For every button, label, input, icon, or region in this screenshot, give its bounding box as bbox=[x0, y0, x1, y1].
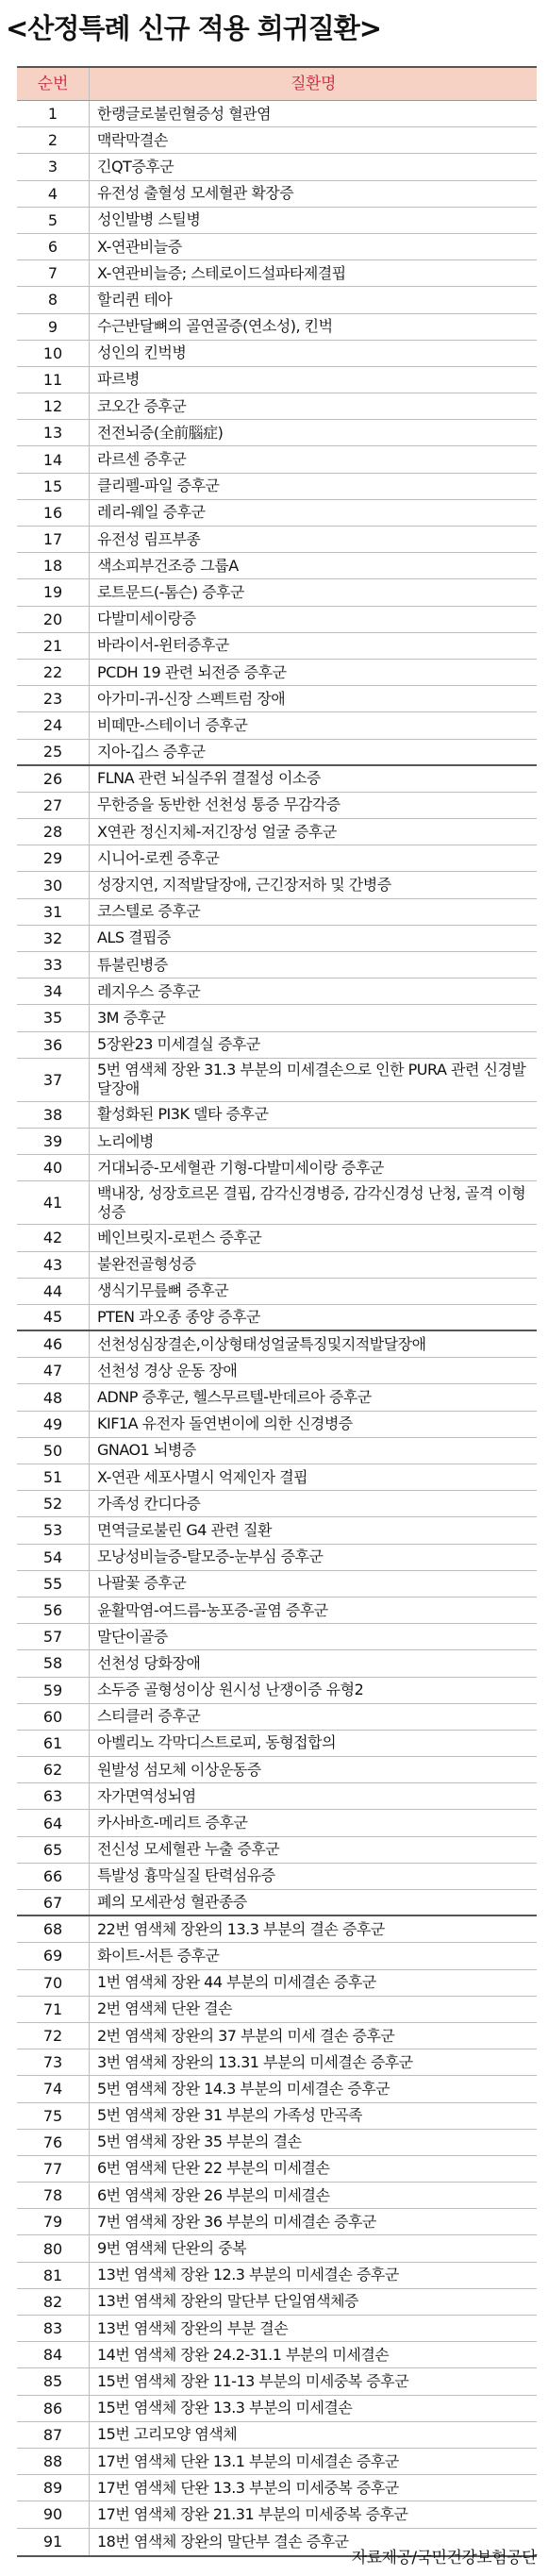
table-row bbox=[17, 474, 537, 500]
disease-name: 5번 염색체 장완 35 부분의 결손 bbox=[97, 2133, 302, 2151]
row-number: 31 bbox=[17, 899, 90, 925]
row-number: 78 bbox=[17, 2183, 90, 2208]
page-title: <산정특례 신규 적용 희귀질환> bbox=[6, 12, 382, 44]
table-row bbox=[17, 1783, 537, 1810]
row-number: 48 bbox=[17, 1384, 90, 1410]
disease-name: X연관 정신지체-저긴장성 얼굴 증후군 bbox=[97, 822, 337, 841]
table-row bbox=[17, 500, 537, 527]
table-row bbox=[17, 1005, 537, 1031]
table-row bbox=[17, 1890, 537, 1916]
table-row bbox=[17, 1181, 537, 1225]
row-number: 89 bbox=[17, 2475, 90, 2501]
table-row bbox=[17, 127, 537, 154]
table-row bbox=[17, 740, 537, 766]
table-row bbox=[17, 341, 537, 367]
disease-name: 17번 염색체 단완 13.1 부분의 미세결손 증후군 bbox=[97, 2451, 399, 2470]
table-row bbox=[17, 234, 537, 260]
disease-name: 13번 염색체 장완의 말단부 단일염색체증 bbox=[97, 2292, 358, 2311]
disease-name: 선천성 당화장애 bbox=[97, 1653, 201, 1672]
table-row bbox=[17, 2368, 537, 2395]
row-number: 14 bbox=[17, 446, 90, 472]
row-number: 91 bbox=[17, 2529, 90, 2555]
table-row bbox=[17, 1102, 537, 1129]
table-row bbox=[17, 2209, 537, 2235]
disease-name: 성인의 킨벅병 bbox=[97, 343, 187, 362]
row-number: 16 bbox=[17, 500, 90, 526]
disease-name: 윤활막염-여드름-농포증-골염 증후군 bbox=[97, 1600, 328, 1619]
table-row bbox=[17, 2342, 537, 2368]
table-row bbox=[17, 1624, 537, 1650]
table-row bbox=[17, 1545, 537, 1571]
disease-name: 코스텔로 증후군 bbox=[97, 902, 201, 921]
disease-name: 카사바흐-메리트 증후군 bbox=[97, 1814, 248, 1832]
table-row bbox=[17, 1225, 537, 1251]
table-row bbox=[17, 1731, 537, 1757]
disease-name: 5장완23 미세결실 증후군 bbox=[97, 1035, 260, 1054]
row-number: 46 bbox=[17, 1331, 90, 1357]
row-number: 40 bbox=[17, 1155, 90, 1180]
row-number: 63 bbox=[17, 1783, 90, 1809]
row-number: 13 bbox=[17, 420, 90, 445]
table-row bbox=[17, 527, 537, 553]
disease-name: 성장지연, 지적발달장애, 근긴장저하 및 간병증 bbox=[97, 876, 391, 895]
table-row bbox=[17, 766, 537, 793]
disease-name: 유전성 출혈성 모세혈관 확장증 bbox=[97, 184, 294, 203]
row-number: 10 bbox=[17, 341, 90, 366]
disease-name: 22번 염색체 장완의 13.3 부분의 결손 증후군 bbox=[97, 1919, 385, 1938]
table-row bbox=[17, 1571, 537, 1597]
disease-name: 나팔꽃 증후군 bbox=[97, 1574, 187, 1593]
disease-name: 아벨리노 각막디스트로피, 동형접합의 bbox=[97, 1733, 337, 1752]
row-number: 43 bbox=[17, 1252, 90, 1278]
disease-name: 13번 염색체 장완 12.3 부분의 미세결손 증후군 bbox=[97, 2266, 399, 2284]
disease-name: 스티클러 증후군 bbox=[97, 1707, 201, 1726]
table-row bbox=[17, 1252, 537, 1279]
row-number: 51 bbox=[17, 1464, 90, 1490]
disease-name: 맥락막결손 bbox=[97, 130, 168, 149]
table-row bbox=[17, 1438, 537, 1464]
row-number: 37 bbox=[17, 1059, 90, 1101]
disease-name: 18번 염색체 장완의 말단부 결손 증후군 bbox=[97, 2532, 349, 2551]
row-number: 73 bbox=[17, 2049, 90, 2075]
disease-name: 색소피부건조증 그룹A bbox=[97, 556, 239, 575]
disease-name: 백내장, 성장호르몬 결핍, 감각신경병증, 감각신경성 난청, 골격 이형성증 bbox=[97, 1183, 526, 1221]
row-number: 70 bbox=[17, 1970, 90, 1996]
row-number: 45 bbox=[17, 1305, 90, 1330]
disease-name: 생식기무릎뼈 증후군 bbox=[97, 1281, 229, 1300]
disease-name: PTEN 과오종 종양 증후군 bbox=[97, 1307, 260, 1326]
disease-name: 15번 고리모양 염색체 bbox=[97, 2425, 238, 2444]
row-number: 61 bbox=[17, 1731, 90, 1756]
disease-name: 유전성 림프부종 bbox=[97, 529, 201, 548]
row-number: 27 bbox=[17, 793, 90, 818]
row-number: 49 bbox=[17, 1412, 90, 1437]
disease-name: 비떼만-스테이너 증후군 bbox=[97, 715, 248, 734]
row-number: 54 bbox=[17, 1545, 90, 1570]
table-row bbox=[17, 208, 537, 234]
row-number: 19 bbox=[17, 579, 90, 605]
disease-name: 원발성 섬모체 이상운동증 bbox=[97, 1760, 261, 1779]
disease-name: 1번 염색체 장완 44 부분의 미세결손 증후군 bbox=[97, 1973, 376, 1992]
disease-name: 코오간 증후군 bbox=[97, 396, 187, 415]
row-number: 50 bbox=[17, 1438, 90, 1464]
table-row bbox=[17, 952, 537, 979]
row-number: 72 bbox=[17, 2023, 90, 2049]
table-header bbox=[17, 68, 537, 101]
row-number: 2 bbox=[17, 127, 90, 153]
disease-name: 14번 염색체 장완 24.2-31.1 부분의 미세결손 bbox=[97, 2345, 390, 2364]
row-number: 87 bbox=[17, 2422, 90, 2448]
table-row bbox=[17, 1970, 537, 1997]
table-row bbox=[17, 2103, 537, 2130]
table-row bbox=[17, 979, 537, 1005]
disease-name: 수근반달뼈의 골연골증(연소성), 킨벅 bbox=[97, 317, 333, 336]
table-row bbox=[17, 686, 537, 712]
disease-name: 전신성 모세혈관 누출 증후군 bbox=[97, 1840, 280, 1859]
row-number: 22 bbox=[17, 660, 90, 685]
table-row bbox=[17, 2130, 537, 2156]
table-row bbox=[17, 1650, 537, 1677]
disease-name: 지아-깁스 증후군 bbox=[97, 742, 206, 761]
table-row bbox=[17, 2316, 537, 2342]
table-row bbox=[17, 2501, 537, 2528]
disease-name: 2번 염색체 장완의 37 부분의 미세 결손 증후군 bbox=[97, 2026, 395, 2045]
table-row bbox=[17, 633, 537, 660]
row-number: 1 bbox=[17, 101, 90, 126]
disease-name: X-연관비늘증 bbox=[97, 237, 182, 256]
table-row bbox=[17, 1305, 537, 1331]
table-row bbox=[17, 1279, 537, 1305]
row-number: 75 bbox=[17, 2103, 90, 2129]
disease-name: ADNP 증후군, 헬스무르텔-반데르아 증후군 bbox=[97, 1388, 372, 1407]
disease-name: 가족성 칸디다증 bbox=[97, 1494, 201, 1513]
row-number: 65 bbox=[17, 1837, 90, 1863]
disease-name: 아가미-귀-신장 스펙트럼 장애 bbox=[97, 689, 286, 708]
row-number: 68 bbox=[17, 1916, 90, 1942]
disease-name: 13번 염색체 장완의 부분 결손 bbox=[97, 2318, 289, 2337]
row-number: 80 bbox=[17, 2235, 90, 2261]
disease-name: 화이트-서튼 증후군 bbox=[97, 1946, 220, 1965]
row-number: 38 bbox=[17, 1102, 90, 1128]
disease-name: 5번 염색체 장완 31.3 부분의 미세결손으로 인한 PURA 관련 신경발달장애 bbox=[97, 1061, 526, 1098]
row-number: 59 bbox=[17, 1678, 90, 1703]
row-number: 57 bbox=[17, 1624, 90, 1649]
row-number: 47 bbox=[17, 1358, 90, 1383]
disease-name: 15번 염색체 장완 11-13 부분의 미세중복 증후군 bbox=[97, 2371, 409, 2390]
disease-name: 클리펠-파일 증후군 bbox=[97, 477, 220, 495]
table-row bbox=[17, 1864, 537, 1890]
table-row bbox=[17, 712, 537, 739]
row-number: 74 bbox=[17, 2076, 90, 2101]
table-row bbox=[17, 1331, 537, 1358]
disease-name: 노리에병 bbox=[97, 1131, 154, 1150]
disease-name: 2번 염색체 단완 결손 bbox=[97, 1999, 233, 2018]
table-row bbox=[17, 1810, 537, 1836]
row-number: 12 bbox=[17, 393, 90, 419]
disease-name: GNAO1 뇌병증 bbox=[97, 1441, 196, 1460]
disease-name: 3M 증후군 bbox=[97, 1008, 166, 1027]
table-row bbox=[17, 926, 537, 952]
row-number: 41 bbox=[17, 1181, 90, 1224]
row-number: 76 bbox=[17, 2130, 90, 2155]
disease-name: 17번 염색체 단완 13.3 부분의 미세중복 증후군 bbox=[97, 2478, 399, 2497]
row-number: 55 bbox=[17, 1571, 90, 1597]
disease-name: 7번 염색체 장완 36 부분의 미세결손 증후군 bbox=[97, 2212, 376, 2231]
disease-name: 로트문드(-톰슨) 증후군 bbox=[97, 582, 244, 601]
row-number: 7 bbox=[17, 260, 90, 286]
table-row bbox=[17, 2289, 537, 2316]
table-row bbox=[17, 1597, 537, 1624]
disease-name: ALS 결핍증 bbox=[97, 928, 171, 947]
row-number: 90 bbox=[17, 2501, 90, 2527]
row-number: 21 bbox=[17, 633, 90, 659]
row-number: 25 bbox=[17, 740, 90, 764]
disease-name: 자가면역성뇌염 bbox=[97, 1786, 196, 1805]
table-row bbox=[17, 154, 537, 180]
row-number: 29 bbox=[17, 845, 90, 871]
table-row bbox=[17, 1412, 537, 1438]
row-number: 11 bbox=[17, 367, 90, 393]
row-number: 9 bbox=[17, 314, 90, 340]
disease-name: FLNA 관련 뇌실주위 결절성 이소증 bbox=[97, 769, 321, 788]
row-number: 53 bbox=[17, 1517, 90, 1543]
disease-name: 바라이서-윈터증후군 bbox=[97, 636, 229, 655]
row-number: 34 bbox=[17, 979, 90, 1004]
table-row bbox=[17, 1943, 537, 1969]
table-row bbox=[17, 101, 537, 127]
table-row bbox=[17, 1491, 537, 1517]
table-row bbox=[17, 2396, 537, 2422]
disease-name: 거대뇌증-모세혈관 기형-다발미세이랑 증후군 bbox=[97, 1158, 384, 1177]
disease-name: 선천성 경상 운동 장애 bbox=[97, 1361, 238, 1380]
table-row bbox=[17, 2156, 537, 2183]
table-row bbox=[17, 1358, 537, 1384]
disease-name: 한랭글로불린혈증성 혈관염 bbox=[97, 104, 272, 123]
table-row bbox=[17, 2235, 537, 2262]
row-number: 56 bbox=[17, 1597, 90, 1623]
disease-name: 9번 염색체 단완의 중복 bbox=[97, 2239, 247, 2258]
disease-name: 불완전골형성증 bbox=[97, 1255, 196, 1274]
table-row bbox=[17, 2475, 537, 2501]
disease-name: 3번 염색체 장완의 13.31 부분의 미세결손 증후군 bbox=[97, 2052, 413, 2071]
table-row bbox=[17, 2049, 537, 2076]
row-number: 24 bbox=[17, 712, 90, 738]
table-row bbox=[17, 1155, 537, 1181]
table-row bbox=[17, 2183, 537, 2209]
disease-name: 모낭성비늘증-탈모증-눈부심 증후군 bbox=[97, 1547, 324, 1566]
disease-name: 면역글로불린 G4 관련 질환 bbox=[97, 1520, 272, 1539]
table-row bbox=[17, 2263, 537, 2289]
table-row bbox=[17, 899, 537, 926]
row-number: 4 bbox=[17, 181, 90, 207]
disease-name: X-연관 세포사멸시 억제인자 결핍 bbox=[97, 1467, 308, 1486]
row-number: 8 bbox=[17, 287, 90, 312]
table-row bbox=[17, 1384, 537, 1411]
table-row bbox=[17, 260, 537, 287]
table-row bbox=[17, 1032, 537, 1059]
row-number: 71 bbox=[17, 1997, 90, 2022]
row-number: 3 bbox=[17, 154, 90, 179]
row-number: 18 bbox=[17, 553, 90, 578]
table-row bbox=[17, 1464, 537, 1491]
rare-disease-table bbox=[17, 66, 537, 2557]
disease-name: 6번 염색체 단완 22 부분의 미세결손 bbox=[97, 2159, 330, 2178]
disease-name: 15번 염색체 장완 13.3 부분의 미세결손 bbox=[97, 2399, 353, 2417]
disease-name: 폐의 모세관성 혈관종증 bbox=[97, 1893, 247, 1912]
table-row bbox=[17, 2422, 537, 2449]
row-number: 35 bbox=[17, 1005, 90, 1030]
disease-name: KIF1A 유전자 돌연변이에 의한 신경병증 bbox=[97, 1414, 353, 1433]
disease-name: 성인발병 스틸병 bbox=[97, 210, 201, 229]
row-number: 82 bbox=[17, 2289, 90, 2315]
row-number: 23 bbox=[17, 686, 90, 711]
row-number: 58 bbox=[17, 1650, 90, 1676]
disease-name: 긴QT증후군 bbox=[97, 157, 174, 176]
row-number: 81 bbox=[17, 2263, 90, 2288]
row-number: 36 bbox=[17, 1032, 90, 1058]
disease-name: 활성화된 PI3K 델타 증후군 bbox=[97, 1105, 269, 1124]
table-row bbox=[17, 793, 537, 819]
disease-name: 라르센 증후군 bbox=[97, 450, 187, 469]
row-number: 66 bbox=[17, 1864, 90, 1889]
row-number: 26 bbox=[17, 766, 90, 792]
table-row bbox=[17, 1997, 537, 2023]
row-number: 52 bbox=[17, 1491, 90, 1516]
table-row bbox=[17, 845, 537, 872]
disease-name: 베인브릿지-로펀스 증후군 bbox=[97, 1228, 262, 1246]
table-row bbox=[17, 2449, 537, 2475]
table-row bbox=[17, 1129, 537, 1155]
disease-name: 5번 염색체 장완 31 부분의 가족성 만곡족 bbox=[97, 2106, 362, 2125]
row-number: 62 bbox=[17, 1757, 90, 1782]
table-row bbox=[17, 553, 537, 579]
table-row bbox=[17, 367, 537, 393]
row-number: 86 bbox=[17, 2396, 90, 2421]
disease-name: 레리-웨일 증후군 bbox=[97, 503, 206, 522]
source-credit: 자료제공/국민건강보험공단 bbox=[351, 2549, 537, 2568]
table-row bbox=[17, 872, 537, 898]
row-number: 85 bbox=[17, 2368, 90, 2394]
disease-name: 특발성 흉막실질 탄력섬유증 bbox=[97, 1866, 275, 1885]
disease-name: 파르병 bbox=[97, 370, 140, 389]
row-number: 28 bbox=[17, 819, 90, 845]
table-row bbox=[17, 2023, 537, 2049]
table-row bbox=[17, 314, 537, 341]
row-number: 39 bbox=[17, 1129, 90, 1154]
row-number: 83 bbox=[17, 2316, 90, 2341]
disease-name: X-연관비늘증; 스테로이드설파타제결핍 bbox=[97, 263, 346, 282]
table-row bbox=[17, 1837, 537, 1864]
table-row bbox=[17, 819, 537, 845]
row-number: 30 bbox=[17, 872, 90, 897]
row-number: 20 bbox=[17, 607, 90, 632]
table-row bbox=[17, 1517, 537, 1544]
disease-name: 선천성심장결손,이상형태성얼굴특징및지적발달장애 bbox=[97, 1334, 426, 1353]
disease-name: 다발미세이랑증 bbox=[97, 610, 196, 628]
row-number: 88 bbox=[17, 2449, 90, 2474]
header-disease-name: 질환명 bbox=[291, 75, 336, 93]
row-number: 33 bbox=[17, 952, 90, 978]
row-number: 6 bbox=[17, 234, 90, 259]
disease-name: 전전뇌증(全前腦症) bbox=[97, 423, 224, 442]
row-number: 79 bbox=[17, 2209, 90, 2234]
row-number: 17 bbox=[17, 527, 90, 552]
disease-name: 튜불린병증 bbox=[97, 955, 168, 974]
header-number: 순번 bbox=[17, 68, 90, 100]
table-row bbox=[17, 287, 537, 313]
disease-name: 17번 염색체 장완 21.31 부분의 미세중복 증후군 bbox=[97, 2504, 408, 2523]
disease-name: 무한증을 동반한 선천성 통증 무감각증 bbox=[97, 795, 340, 814]
table-row bbox=[17, 607, 537, 633]
row-number: 60 bbox=[17, 1704, 90, 1730]
disease-name: 할리퀸 테아 bbox=[97, 290, 173, 309]
table-row bbox=[17, 579, 537, 606]
table-row bbox=[17, 2076, 537, 2102]
table-row bbox=[17, 1916, 537, 1943]
disease-name: 레지우스 증후군 bbox=[97, 981, 201, 1000]
row-number: 64 bbox=[17, 1810, 90, 1835]
row-number: 67 bbox=[17, 1890, 90, 1915]
row-number: 84 bbox=[17, 2342, 90, 2367]
disease-name: PCDH 19 관련 뇌전증 증후군 bbox=[97, 662, 287, 681]
table-row bbox=[17, 1059, 537, 1102]
table-row bbox=[17, 420, 537, 446]
row-number: 69 bbox=[17, 1943, 90, 1968]
disease-name: 6번 염색체 장완 26 부분의 미세결손 bbox=[97, 2185, 330, 2204]
row-number: 32 bbox=[17, 926, 90, 951]
table-row bbox=[17, 1678, 537, 1704]
table-row bbox=[17, 393, 537, 420]
table-row bbox=[17, 1757, 537, 1783]
row-number: 5 bbox=[17, 208, 90, 233]
table-row bbox=[17, 660, 537, 686]
disease-name: 말단이골증 bbox=[97, 1627, 168, 1646]
row-number: 15 bbox=[17, 474, 90, 499]
table-row bbox=[17, 181, 537, 208]
row-number: 77 bbox=[17, 2156, 90, 2182]
row-number: 42 bbox=[17, 1225, 90, 1250]
table-body bbox=[17, 101, 537, 2555]
table-row bbox=[17, 1704, 537, 1731]
table-row bbox=[17, 446, 537, 473]
disease-name: 시니어-로켄 증후군 bbox=[97, 848, 220, 867]
disease-name: 소두증 골형성이상 원시성 난쟁이증 유형2 bbox=[97, 1681, 364, 1699]
disease-name: 5번 염색체 장완 14.3 부분의 미세결손 증후군 bbox=[97, 2079, 390, 2098]
row-number: 44 bbox=[17, 1279, 90, 1304]
